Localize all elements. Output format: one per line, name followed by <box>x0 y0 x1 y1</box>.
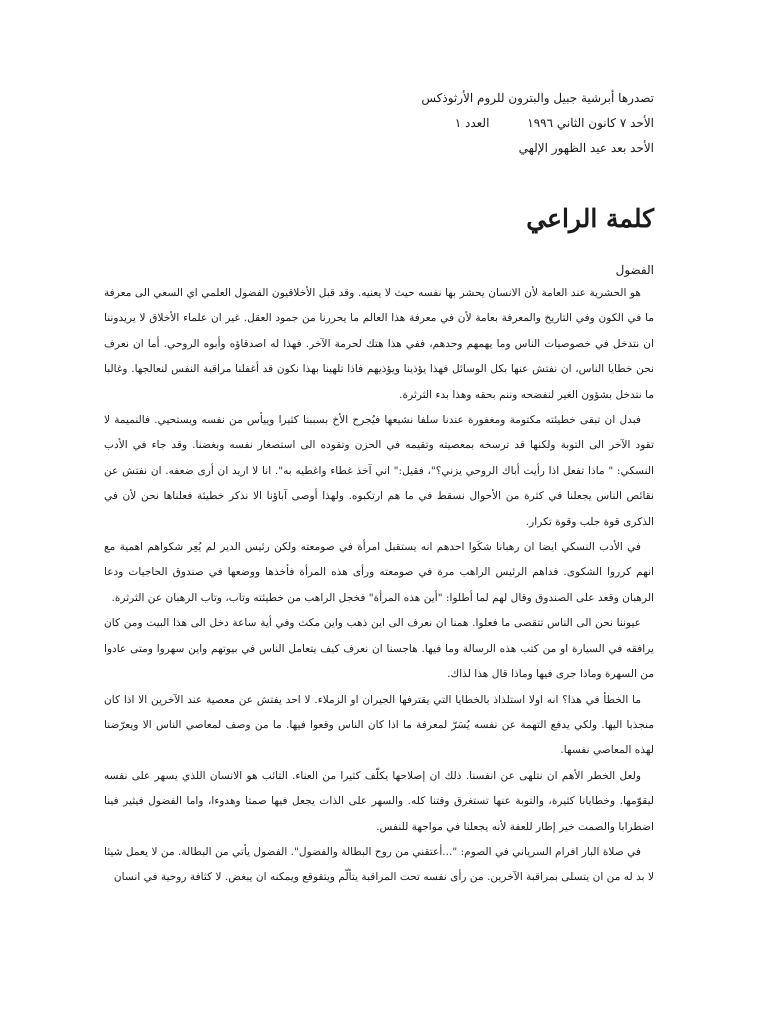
newsletter-header <box>104 86 654 161</box>
document-page <box>104 80 654 891</box>
issue-number: العدد ١ <box>454 116 490 130</box>
paragraph: في الأدب النسكي ايضا ان رهبانا شكَوا احدهم انه يستقبل امرأة في صومعته ولكن رئيس الدير لم يُعِر شكواهم اهمية مع انهم كرروا الشكوى. فداهم الرئيس الراهب مرة في صومعته ورأى هذه المرأة فأخذها ووضعها في صندوق الحاجيات ودعا الرهبان وقعد على الصندوق وقال لهم لما أطلوا: "أين هذه المرأة" فخجل الراهب من خطيئته وتاب، وتاب الرهبان عن الثرثرة. <box>104 541 654 604</box>
occasion-line: الأحد بعد عيد الظهور الإلهي <box>518 141 654 155</box>
publisher-line: تصدرها أبرشية جبيل والبترون للروم الأرثوذكس <box>421 91 654 105</box>
paragraph: عيوننا نحن الى الناس تتقصى ما فعلوا. همنا ان نعرف الى اين ذهب واين مكث وفي أية ساعة دخل الى هذا البيت ومن كان يرافقه في السيارة او من كتب هذه الرسالة وما فيها. هاجسنا ان نعرف كيف يتعامل الناس في بيوتهم واين سهروا ومتى عادوا من السهرة وماذا جرى فيها وماذا قال هذا لذاك. <box>104 617 654 681</box>
issue-date: الأحد ٧ كانون الثاني ١٩٩٦ <box>527 116 654 130</box>
article-title: كلمة الراعي <box>526 204 654 233</box>
paragraph: في صلاة البار افرام السرياني في الصوم: "...أعتقني من روح البطالة والفضول". الفضول يأتي من البطالة. من لا يعمل شيئا لا بد له من ان يتسلى بمراقبة الآخرين. من رأى نفسه تحت المراقبة يتألّم ويتقوقع ويمكنه ان يبغض. لا كثافة روحية في انسان <box>104 845 654 884</box>
paragraph: ما الخطأ في هذا؟ انه اولا استلذاذ بالخطايا التي يقترفها الجيران او الزملاء. لا احد يفتش عن معصية عند الآخرين الا اذا كان منجذبا اليها. ولكي يدفع التهمة عن نفسه يُسَرّ لمعرفة ما اذا كان الناس وقعوا فيها. ما من وصف لمعاصي الناس الا ويعرّضنا لهذه المعاصي نفسها. <box>104 693 654 757</box>
section-heading: الفضول <box>615 263 654 277</box>
paragraph: ولعل الخطر الأهم ان نتلهى عن انفسنا. ذلك ان إصلاحها يكلّف كثيرا من العناء. التائب هو الانسان اللذي يسهر على نفسه ليقوّمها. وخطايانا كثيرة، والتوبة عنها تستغرق وقتنا كله. والسهر على الذات يجعل فيها صمتا وهدوءا، واما الفضول فيثير فينا اضطرابا والصمت خير إطار للعفة لأنه يجعلنا في مواجهة للنفس. <box>104 769 654 833</box>
paragraph: فبدل ان تبقى خطيئته مكتومة ومغفورة عندنا سلفا نشيعها فيُجرح الأخ بسببنا كثيرا وييأس من نفسه ويستحيي. فالنميمة لا تقود الآخر الى التوبة ولكنها قد ترسخه بمعصيته وتقيمه في الحزن وتقوده الى استصغار نفسه وبغضنا. وقد جاء في الأدب النسكي: " ماذا تفعل اذا رأيت أباك الروحي يزني؟"، فقيل:" اني آخذ غطاء واغطيه به". انا لا اريد ان أرى ضعفه. ان نفتش عن نقائص الناس يجعلنا في كثرة من الأحوال نسقط في ما هم ارتكبوه. ولهذا أوصى آباؤنا الا نذكر خطيئة فعلناها نحن لأن في الذكرى قوة جلب وقوة تكرار. <box>104 414 654 528</box>
date-issue-line <box>104 111 654 136</box>
paragraph: هو الحشرية عند العامة لأن الانسان يحشر بها نفسه حيث لا يعنيه. وقد قبل الأخلاقيون الفضول العلمي اي السعي الى معرفة ما في الكون وفي التاريخ والمعرفة بعامة لأن في معرفة هذا العالم ما يحررنا من جمود العقل. غير ان علماء الأخلاق لا يريدوننا ان نتدخل في خصوصيات الناس وما يهمهم وحدهم، ففي هذا هتك لحرمة الآخر. فهذا له اصدقاؤه وأبوه الروحي. أما ان نعرف نحن خطايا الناس، ان نفتش عنها بكل الوسائل فهذا يؤذينا ويؤذيهم فاذا تلهينا بهذا نكون قد أغفلنا مراقبة النفس لنعالجها. وغالبا ما نتدخل بشؤون الغير لنفضحه وننم بحقه وهذا بدء الثرثرة. <box>104 287 654 401</box>
